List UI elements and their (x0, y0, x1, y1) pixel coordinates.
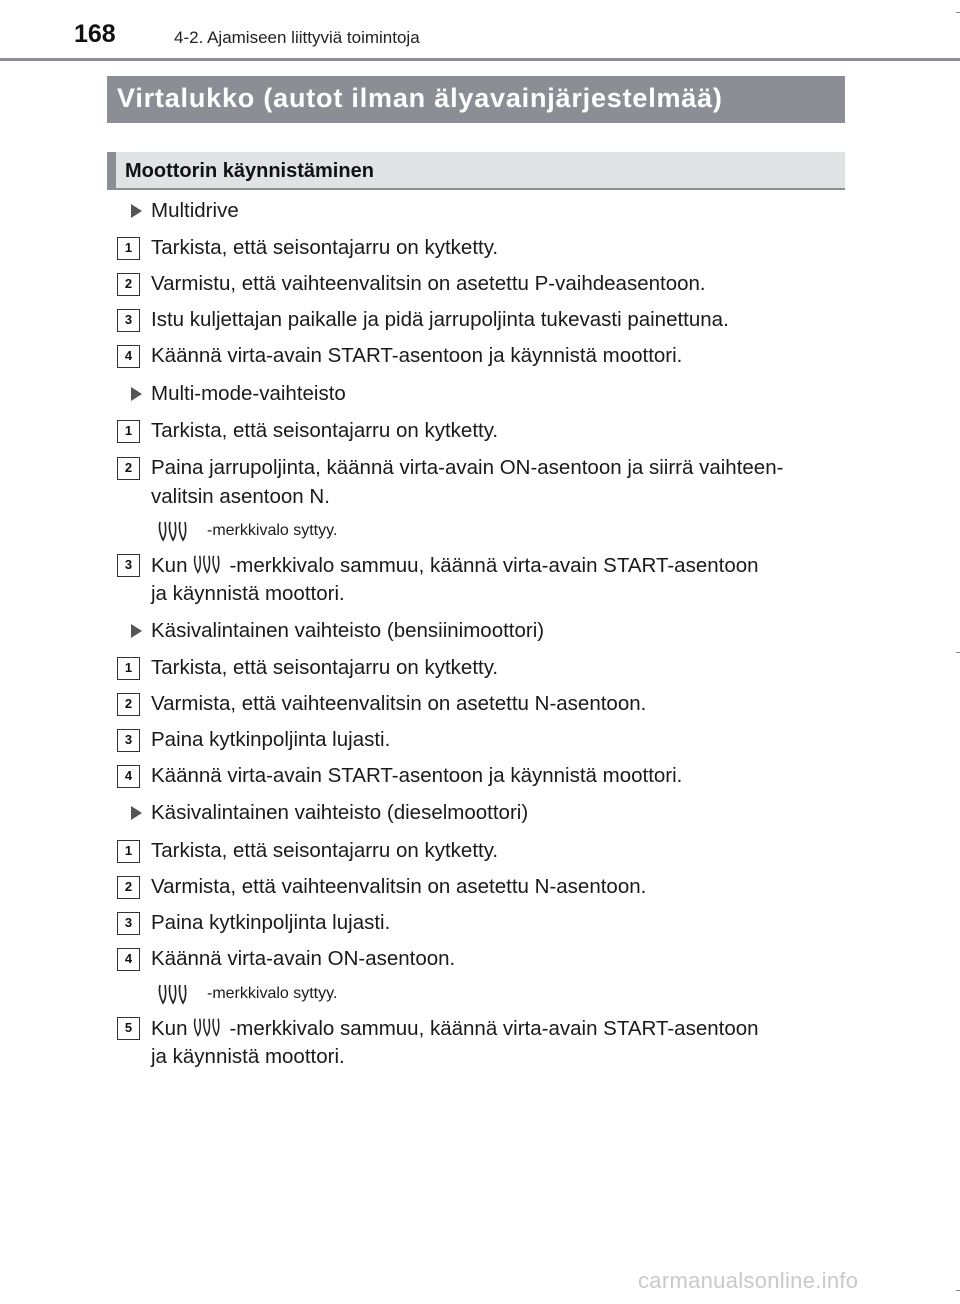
page-header (0, 0, 960, 62)
step-text: Paina jarrupoljinta, käännä virta-avain ON-asentoon ja siirrä vaihteen- (151, 456, 784, 479)
subheading: Moottorin käynnistäminen (125, 160, 374, 182)
step-number: 1 (117, 840, 140, 863)
indicator-note: -merkkivalo syttyy. (207, 985, 338, 1002)
step-text-start: Kun (151, 1017, 188, 1040)
subheading-marker (107, 152, 116, 188)
step-number: 1 (117, 657, 140, 680)
step-text (151, 552, 759, 578)
step-text: Paina kytkinpoljinta lujasti. (151, 728, 391, 751)
step-number: 2 (117, 273, 140, 296)
step-text-continued: ja käynnistä moottori. (151, 582, 345, 605)
edge-tick (956, 1290, 960, 1291)
step-text: Varmista, että vaihteenvalitsin on asetettu N-asentoon. (151, 875, 647, 898)
header-divider (0, 58, 960, 61)
glow-plug-indicator-icon (157, 981, 191, 1007)
step-number: 4 (117, 948, 140, 971)
step-text: Tarkista, että seisontajarru on kytketty. (151, 419, 499, 442)
step-number: 3 (117, 554, 140, 577)
step-text: Tarkista, että seisontajarru on kytketty. (151, 656, 499, 679)
step-text-start: Kun (151, 554, 188, 577)
triangle-bullet-icon (131, 387, 142, 401)
step-text-continued: valitsin asentoon N. (151, 485, 330, 508)
step-number: 1 (117, 237, 140, 260)
step-text: Käännä virta-avain START-asentoon ja käynnistä moottori. (151, 764, 683, 787)
step-text-continued: ja käynnistä moottori. (151, 1045, 345, 1068)
step-number: 2 (117, 693, 140, 716)
step-text: Varmistu, että vaihteenvalitsin on asetettu P-vaihdeasentoon. (151, 272, 706, 295)
chapter-title: 4-2. Ajamiseen liittyviä toimintoja (174, 28, 420, 47)
section-heading-multimode: Multi-mode-vaihteisto (151, 382, 346, 405)
step-number: 4 (117, 345, 140, 368)
section-title: Virtalukko (autot ilman älyavainjärjestelmää) (117, 83, 723, 113)
section-heading-manual-diesel: Käsivalintainen vaihteisto (dieselmoottori) (151, 801, 529, 824)
step-text: Käännä virta-avain START-asentoon ja käynnistä moottori. (151, 344, 683, 367)
step-number: 2 (117, 876, 140, 899)
indicator-note: -merkkivalo syttyy. (207, 522, 338, 539)
triangle-bullet-icon (131, 806, 142, 820)
step-number: 3 (117, 912, 140, 935)
section-heading-manual-petrol: Käsivalintainen vaihteisto (bensiinimoottori) (151, 619, 545, 642)
step-text: Käännä virta-avain ON-asentoon. (151, 947, 456, 970)
subheading-bar (107, 152, 845, 190)
step-text: Tarkista, että seisontajarru on kytketty. (151, 839, 499, 862)
edge-tick (956, 652, 960, 653)
step-number: 3 (117, 729, 140, 752)
step-text: Varmista, että vaihteenvalitsin on asetettu N-asentoon. (151, 692, 647, 715)
step-number: 2 (117, 457, 140, 480)
step-text: Tarkista, että seisontajarru on kytketty. (151, 236, 499, 259)
step-text: Paina kytkinpoljinta lujasti. (151, 911, 391, 934)
step-text (151, 1015, 759, 1041)
triangle-bullet-icon (131, 204, 142, 218)
step-number: 1 (117, 420, 140, 443)
edge-tick (956, 12, 960, 13)
section-heading-multidrive: Multidrive (151, 199, 239, 222)
glow-plug-indicator-icon (191, 1015, 225, 1039)
step-text-end: -merkkivalo sammuu, käännä virta-avain START-asentoon (229, 1017, 759, 1040)
glow-plug-indicator-icon (191, 552, 225, 576)
step-number: 4 (117, 765, 140, 788)
section-title-bar (107, 76, 845, 123)
step-number: 5 (117, 1017, 140, 1040)
step-text: Istu kuljettajan paikalle ja pidä jarrupoljinta tukevasti painettuna. (151, 308, 729, 331)
triangle-bullet-icon (131, 624, 142, 638)
step-text-end: -merkkivalo sammuu, käännä virta-avain START-asentoon (229, 554, 759, 577)
glow-plug-indicator-icon (157, 518, 191, 544)
step-number: 3 (117, 309, 140, 332)
page-number: 168 (74, 20, 116, 48)
watermark: carmanualsonline.info (638, 1268, 859, 1293)
